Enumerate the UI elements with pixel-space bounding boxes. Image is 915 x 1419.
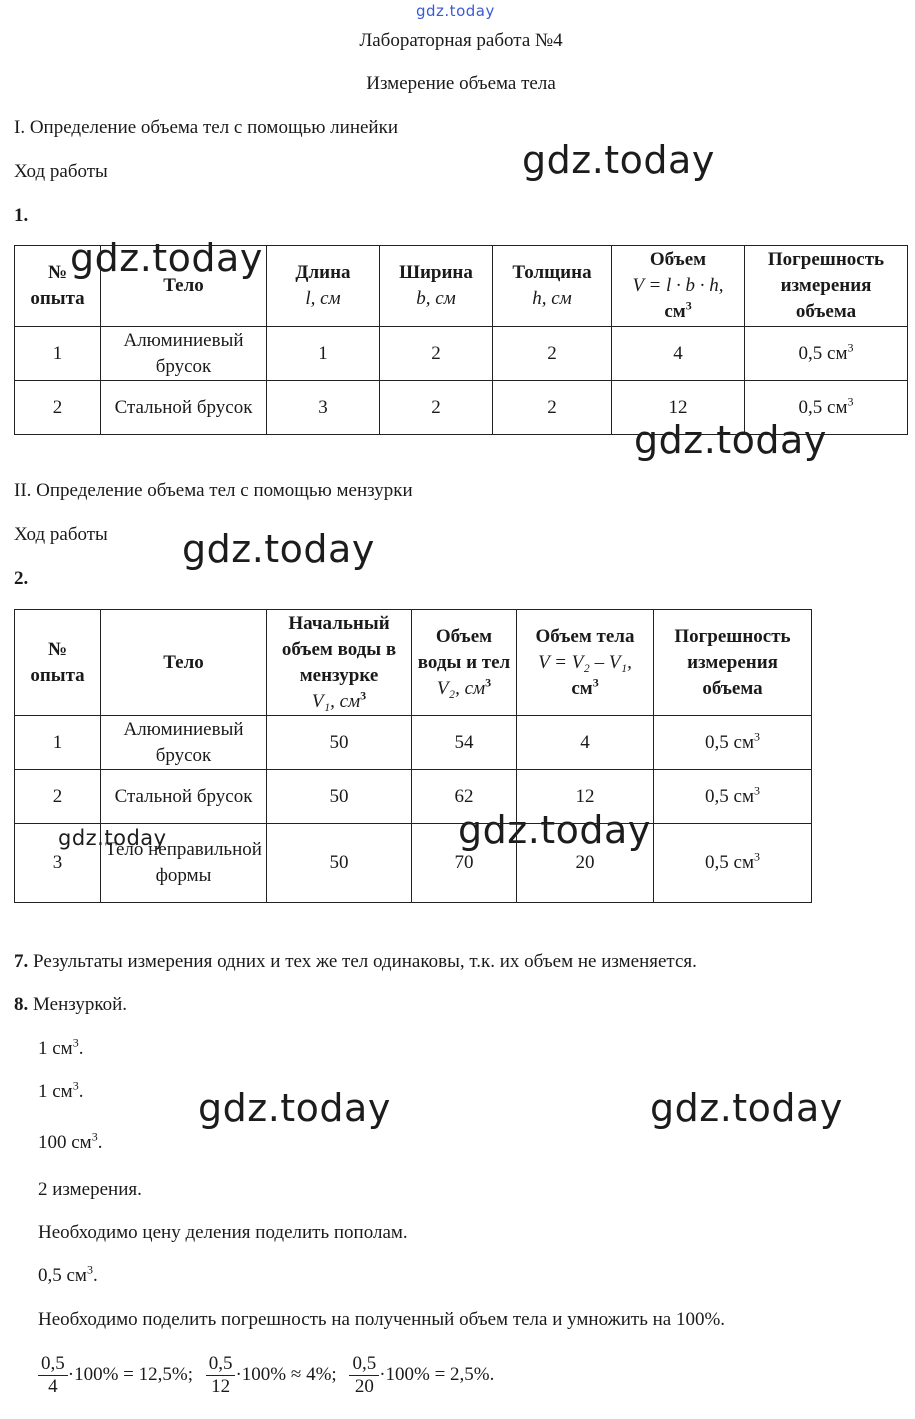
cell-no: 2 xyxy=(15,770,101,824)
cell-error: 0,5 $см^3$ xyxy=(745,327,908,381)
section2-progress: Ход работы xyxy=(14,524,108,545)
answer-line: 0,5 $см^3$. xyxy=(38,1262,98,1286)
watermark: gdz.today xyxy=(522,138,715,182)
cell-error: 0,5 $см^3$ xyxy=(745,381,908,435)
cell-v2: 54 xyxy=(412,716,517,770)
cell-error: 0,5 $см^3$ xyxy=(654,716,812,770)
table-row xyxy=(15,716,812,770)
col-header-thickness: Толщина h, см xyxy=(493,246,612,327)
cell-thickness: 2 xyxy=(493,381,612,435)
cell-body: Алюминиевый брусок xyxy=(101,327,267,381)
table-row xyxy=(15,381,908,435)
cell-no: 1 xyxy=(15,716,101,770)
cell-volume: 12 xyxy=(612,381,745,435)
watermark-top: gdz.today xyxy=(416,2,495,20)
watermark: gdz.today xyxy=(58,826,167,850)
cell-volume: 4 xyxy=(612,327,745,381)
cell-v1: 50 xyxy=(267,770,412,824)
answer-line: 1 $см^3$. xyxy=(38,1035,84,1059)
cell-body: Стальной брусок xyxy=(101,381,267,435)
section1-step: 1. xyxy=(14,205,29,226)
cell-thickness: 2 xyxy=(493,327,612,381)
watermark: gdz.today xyxy=(458,808,651,852)
percent-formula: $\frac{0,5}{4}$ ·100% = 12,5%; $\frac{0,5}{12}$ ·100% ≈ 4%; $\frac{0,5}{20}$ ·100% = 2,5%. xyxy=(38,1353,494,1398)
cell-error: 0,5 $см^3$ xyxy=(654,824,812,903)
cell-body: Алюминиевый брусок xyxy=(101,716,267,770)
cell-error: 0,5 $см^3$ xyxy=(654,770,812,824)
section2-heading: II. Определение объема тел с помощью мензурки xyxy=(14,480,413,501)
fraction: $\frac{0,5}{12}$ xyxy=(206,1353,236,1398)
cell-width: 2 xyxy=(380,381,493,435)
cell-body: Тело неправильной формы xyxy=(101,824,267,903)
col-header-v2: Объем воды и тел V₂, $см^3$ xyxy=(412,610,517,716)
watermark: gdz.today xyxy=(198,1086,391,1130)
col-header-error: Погрешность измерения объема xyxy=(745,246,908,327)
watermark: gdz.today xyxy=(650,1086,843,1130)
section1-heading: I. Определение объема тел с помощью линейки xyxy=(14,117,398,138)
answer-line: Необходимо поделить погрешность на полученный объем тела и умножить на 100%. xyxy=(38,1309,726,1330)
cell-no: 3 xyxy=(15,824,101,903)
cell-v2: 70 xyxy=(412,824,517,903)
col-header-body: Тело xyxy=(101,246,267,327)
answer-7: 7. Результаты измерения одних и тех же тел одинаковы, т.к. их объем не изменяется. xyxy=(14,951,697,972)
page-subtitle: Измерение объема тела xyxy=(366,73,556,94)
cell-no: 1 xyxy=(15,327,101,381)
answer-line: 2 измерения. xyxy=(38,1179,142,1200)
section1-progress: Ход работы xyxy=(14,161,108,182)
col-header-length: Длина l, см xyxy=(267,246,380,327)
fraction: $\frac{0,5}{4}$ xyxy=(38,1353,68,1398)
answer-line: 100 $см^3$. xyxy=(38,1129,103,1153)
table-row xyxy=(15,824,812,903)
fraction: $\frac{0,5}{20}$ xyxy=(349,1353,379,1398)
col-header-volume: Объем тела V = V₂ – V₁, $см^3$ xyxy=(517,610,654,716)
col-header-no: № опыта xyxy=(15,610,101,716)
answer-line: Необходимо цену деления поделить пополам. xyxy=(38,1222,408,1243)
watermark: gdz.today xyxy=(182,527,375,571)
answer-8: 8. Мензуркой. xyxy=(14,994,128,1015)
col-header-width: Ширина b, см xyxy=(380,246,493,327)
cell-no: 2 xyxy=(15,381,101,435)
cell-v1: 50 xyxy=(267,716,412,770)
col-header-no: № опыта xyxy=(15,246,101,327)
cell-volume: 4 xyxy=(517,716,654,770)
table-beaker xyxy=(14,609,812,903)
cell-body: Стальной брусок xyxy=(101,770,267,824)
cell-length: 3 xyxy=(267,381,380,435)
col-header-v1: Начальный объем воды в мензурке V₁, $см^3$ xyxy=(267,610,412,716)
table-row xyxy=(15,327,908,381)
table-ruler xyxy=(14,245,908,435)
watermark: gdz.today xyxy=(70,236,263,280)
cell-width: 2 xyxy=(380,327,493,381)
page-title: Лабораторная работа №4 xyxy=(359,30,563,51)
col-header-body: Тело xyxy=(101,610,267,716)
cell-length: 1 xyxy=(267,327,380,381)
cell-volume: 20 xyxy=(517,824,654,903)
answer-line: 1 $см^3$. xyxy=(38,1078,84,1102)
cell-volume: 12 xyxy=(517,770,654,824)
col-header-volume: Объем V = l · b · h, $см^3$ xyxy=(612,246,745,327)
table-row xyxy=(15,770,812,824)
cell-v2: 62 xyxy=(412,770,517,824)
cell-v1: 50 xyxy=(267,824,412,903)
section2-step: 2. xyxy=(14,568,29,589)
col-header-error: Погрешность измерения объема xyxy=(654,610,812,716)
watermark: gdz.today xyxy=(634,418,827,462)
